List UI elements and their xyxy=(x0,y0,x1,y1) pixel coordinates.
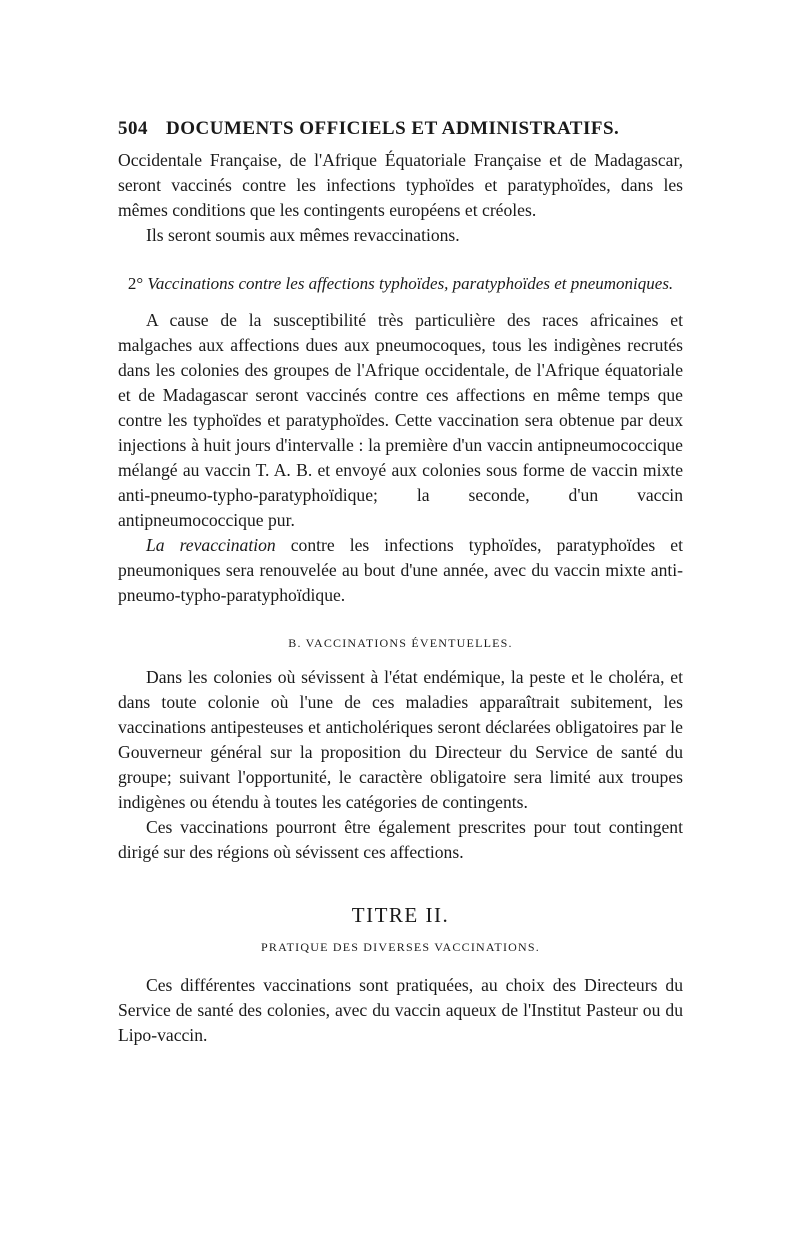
paragraph-revaccination xyxy=(118,533,683,608)
page-number: 504 xyxy=(118,118,148,139)
document-page xyxy=(118,118,683,1048)
titre-heading: TITRE II. xyxy=(351,903,450,927)
paragraph-peste-cholera: Dans les colonies où sévissent à l'état endémique, la peste et le choléra, et dans toute colonie où l'une de ces maladies apparaîtrait subitement, les vaccinations antipesteuses et anticholériques seront déclarées obligatoires par le Gouverneur général sur la proposition du Directeur du Service de santé du groupe; suivant l'opportunité, le caractère obligatoire sera limité aux troupes indigènes ou étendu à toutes les catégories de contingents. xyxy=(118,667,683,812)
section-2-title: Vaccinations contre les affections typhoïdes, paratyphoïdes et pneumoniques. xyxy=(147,274,674,293)
section-2-heading xyxy=(118,272,683,296)
revaccination-text: contre les infections typhoïdes, paratyphoïdes et pneumoniques sera renouvelée au bout d'une année, avec du vaccin mixte anti-pneumo-typho-paratyphoïdique. xyxy=(118,535,683,605)
running-header xyxy=(118,118,683,140)
titre-subheading: PRATIQUE DES DIVERSES VACCINATIONS. xyxy=(261,940,540,954)
paragraph-prescrites: Ces vaccinations pourront être également prescrites pour tout contingent dirigé sur des régions où sévissent ces affections. xyxy=(118,817,683,862)
section-b-heading: B. VACCINATIONS ÉVENTUELLES. xyxy=(288,636,513,650)
paragraph-continuation: Occidentale Française, de l'Afrique Équatoriale Française et de Madagascar, seront vaccinés contre les infections typhoïdes et paratyphoïdes, dans les mêmes conditions que les contingents européens et créoles. xyxy=(118,150,683,220)
paragraph-pratique: Ces différentes vaccinations sont pratiquées, au choix des Directeurs du Service de santé des colonies, avec du vaccin aqueux de l'Institut Pasteur ou du Lipo-vaccin. xyxy=(118,975,683,1045)
paragraph-revaccinations: Ils seront soumis aux mêmes revaccinations. xyxy=(146,225,460,245)
section-2-number: 2° xyxy=(127,274,144,293)
revaccination-italic: La revaccination xyxy=(146,535,276,555)
running-title: DOCUMENTS OFFICIELS ET ADMINISTRATIFS. xyxy=(166,118,620,139)
paragraph-pneumocoques: A cause de la susceptibilité très particulière des races africaines et malgaches aux affections dues aux pneumocoques, tous les indigènes recrutés dans les colonies des groupes de l'Afrique occidentale, de l'Afrique équatoriale et de Madagascar seront vaccinés contre ces affections en même temps que contre les typhoïdes et paratyphoïdes. Cette vaccination sera obtenue par deux injections à huit jours d'intervalle : la première d'un vaccin antipneumococcique mélangé au vaccin T. A. B. et envoyé aux colonies sous forme de vaccin mixte anti-pneumo-typho-paratyphoïdique; la seconde, d'un vaccin antipneumococcique pur. xyxy=(118,310,683,530)
